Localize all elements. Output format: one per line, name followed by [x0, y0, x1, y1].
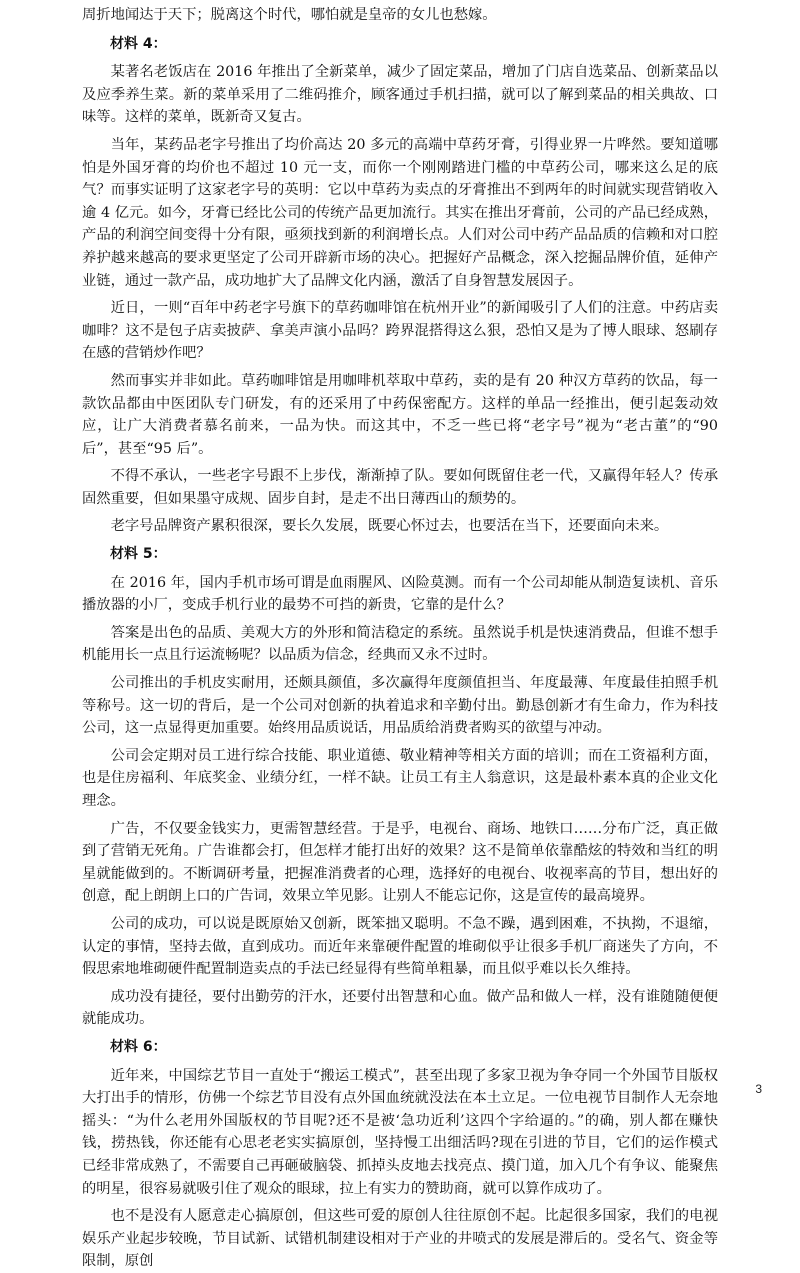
material-6-heading: 材料 6： [110, 1038, 167, 1055]
page-number: 3 [755, 1082, 762, 1096]
paragraph: 公司会定期对员工进行综合技能、职业道德、敬业精神等相关方面的培训；而在工资福利方面，也是住房福利、年底奖金、业绩分红，一样不缺。让员工有主人翁意识，这是最朴素本真的企业文化理念。 [82, 747, 718, 809]
paragraph: 不得不承认，一些老字号跟不上步伐，渐渐掉了队。要如何既留住老一代，又赢得年轻人？传承固然重要，但如果墨守成规、固步自封，是走不出日薄西山的颓势的。 [82, 468, 718, 507]
paragraph: 近日，一则“百年中药老字号旗下的草药咖啡馆在杭州开业”的新闻吸引了人们的注意。中药店卖咖啡？这不是包子店卖披萨、拿美声演小品吗？跨界混搭得这么狠，恐怕又是为了博人眼球、怒刷存在感的营销炒作吧？ [82, 300, 718, 362]
material-5-heading: 材料 5： [110, 546, 167, 563]
paragraph: 近年来，中国综艺节目一直处于“搬运工模式”，甚至出现了多家卫视为争夺同一个外国节目版权大打出手的情形，仿佛一个综艺节目没有点外国血统就没法在本土立足。一位电视节目制作人无奈地摇头：“为什么老用外国版权的节目呢?还不是被‘急功近利’这四个字给逼的。”的确，别人都在赚快钱，捞热钱，你还能有心思老老实实搞原创，坚持慢工出细活吗?现在引进的节目，它们的运作模式已经非常成熟了，不需要自己再砸破脑袋、抓掉头皮地去找亮点、摸门道，加入几个有争议、能聚焦的明星，很容易就吸引住了观众的眼球，拉上有实力的赞助商，就可以算作成功了。 [82, 1067, 718, 1197]
material-5-section [82, 543, 718, 1031]
material-6-section [82, 1036, 718, 1273]
paragraph: 也不是没有人愿意走心搞原创，但这些可爱的原创人往往原创不起。比起很多国家，我们的电视娱乐产业起步较晚，节目试新、试错机制建设相对于产业的井喷式的发展是滞后的。受名气、资金等限制，原创 [82, 1208, 718, 1270]
material-4-heading: 材料 4： [110, 35, 167, 52]
paragraph: 公司推出的手机皮实耐用，还颇具颜值，多次赢得年度颜值担当、年度最薄、年度最佳拍照手机等称号。这一切的背后，是一个公司对创新的执着追求和辛勤付出。勤恳创新才有生命力，作为科技公司，这一点显得更加重要。始终用品质说话，用品质给消费者购买的欲望与冲动。 [82, 675, 718, 737]
paragraph: 某著名老饭店在 2016 年推出了全新菜单，减少了固定菜品，增加了门店自选菜品、创新菜品以及应季养生菜。新的菜单采用了二维码推介，顾客通过手机扫描，就可以了解到菜品的相关典故、口味等。这样的菜单，既新奇又复古。 [82, 64, 718, 126]
paragraph: 广告，不仅要金钱实力，更需智慧经营。于是乎，电视台、商场、地铁口……分布广泛，真正做到了营销无死角。广告谁都会打，但怎样才能打出好的效果？这不是简单依靠酷炫的特效和当红的明星就能做到的。不断调研考量，把握准消费者的心理，选择好的电视台、收视率高的节目，想出好的创意，配上朗朗上口的广告词，效果立竿见影。让别人不能忘记你，这是宣传的最高境界。 [82, 820, 718, 905]
continued-paragraph: 周折地闻达于天下；脱离这个时代，哪怕就是皇帝的女儿也愁嫁。 [82, 7, 497, 23]
paragraph: 然而事实并非如此。草药咖啡馆是用咖啡机萃取中草药，卖的是有 20 种汉方草药的饮品，每一款饮品都由中医团队专门研发，有的还采用了中药保密配方。这样的单品一经推出，便引起轰动效应，让广大消费者慕名前来，一品为快。而这其中，不乏一些已将“老字号”视为“老古董”的“90 后”，甚至“95 后”。 [82, 372, 718, 457]
paragraph: 在 2016 年，国内手机市场可谓是血雨腥风、凶险莫测。而有一个公司却能从制造复读机、音乐播放器的小厂，变成手机行业的最势不可挡的新贵，它靠的是什么？ [82, 574, 718, 614]
paragraph: 当年，某药品老字号推出了均价高达 20 多元的高端中草药牙膏，引得业界一片哗然。要知道哪怕是外国牙膏的均价也不超过 10 元一支，而你一个刚刚踏进门槛的中草药公司，哪来这么足的底气？而事实证明了这家老字号的英明：它以中草药为卖点的牙膏推出不到两年的时间就实现营销收入逾 4 亿元。如今，牙膏已经比公司的传统产品更加流行。其实在推出牙膏前，公司的产品已经成熟，产品的利润空间变得十分有限，亟须找到新的利润增长点。人们对公司中药产品品质的信赖和对口腔养护越来越高的要求更坚定了公司开辟新市场的决心。把握好产品概念，深入挖掘品牌价值，延伸产业链，通过一款产品，成功地扩大了品牌文化内涵，激活了自身智慧发展因子。 [82, 136, 718, 289]
paragraph: 老字号品牌资产累积很深，要长久发展，既要心怀过去，也要活在当下，还要面向未来。 [110, 518, 669, 535]
paragraph: 成功没有捷径，要付出勤劳的汗水，还要付出智慧和心血。做产品和做人一样，没有谁随随便便就能成功。 [82, 988, 718, 1028]
material-4-section [82, 33, 718, 538]
paragraph: 公司的成功，可以说是既原始又创新，既笨拙又聪明。不急不躁，遇到困难，不执拗，不退缩，认定的事情，坚持去做，直到成功。而近年来靠硬件配置的堆砌似乎让很多手机厂商迷失了方向，不假思索地堆砌硬件配置制造卖点的手法已经显得有些简单粗暴，而且似乎难以长久维持。 [82, 915, 718, 978]
paragraph: 答案是出色的品质、美观大方的外形和简洁稳定的系统。虽然说手机是快速消费品，但谁不想手机能用长一点且行运流畅呢？以品质为信念，经典而又永不过时。 [82, 624, 718, 664]
